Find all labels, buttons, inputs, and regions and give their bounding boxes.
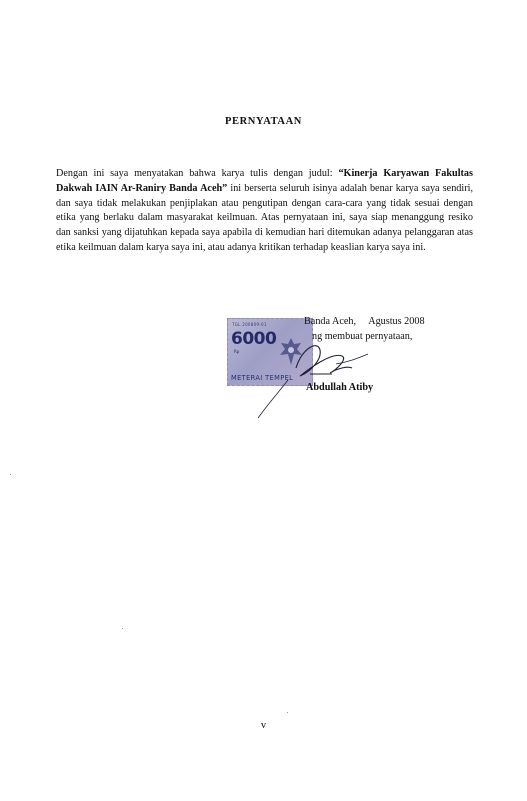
thesis-title: “Kinerja Karyawan Fakultas Dakwah IAIN Ar-Raniry Banda Aceh” <box>56 168 473 194</box>
intro-text: Dengan ini saya menyatakan bahwa karya tulis dengan judul: <box>56 168 339 179</box>
page-number: v <box>260 720 267 731</box>
scan-speck <box>10 474 11 475</box>
signer-role: ng membuat pernyataan, <box>312 331 413 342</box>
scan-speck <box>287 712 288 713</box>
place-date: Banda Aceh, Agustus 2008 <box>304 316 425 327</box>
signer-name: Abdullah Atiby <box>306 382 374 393</box>
stamp-top-text: TGL 200809-01 <box>232 322 267 327</box>
stamp-unit: Rp <box>234 349 240 354</box>
document-title: PERNYATAAN <box>225 116 302 127</box>
stamp-value: 6000 <box>231 329 277 349</box>
scan-speck <box>122 628 123 629</box>
statement-body: ini berserta seluruh isinya adalah benar karya saya sendiri, dan saya tidak melakukan penjiplakan atau pengutipan dengan cara-cara yang tidak sesuai dengan etika yang berlaku dalam masyarakat keilmuan. Atas pernyataan ini, saya siap menanggung resiko dan sanksi yang dijatuhkan kepada saya apabila di kemudian hari ditemukan adanya pelanggaran atas etika keilmuan dalam karya saya ini, atau adanya kritikan terhadap keaslian karya saya ini. <box>56 182 473 253</box>
statement-paragraph <box>56 167 473 256</box>
stamp-bottom-text: METERAI TEMPEL <box>231 374 294 382</box>
